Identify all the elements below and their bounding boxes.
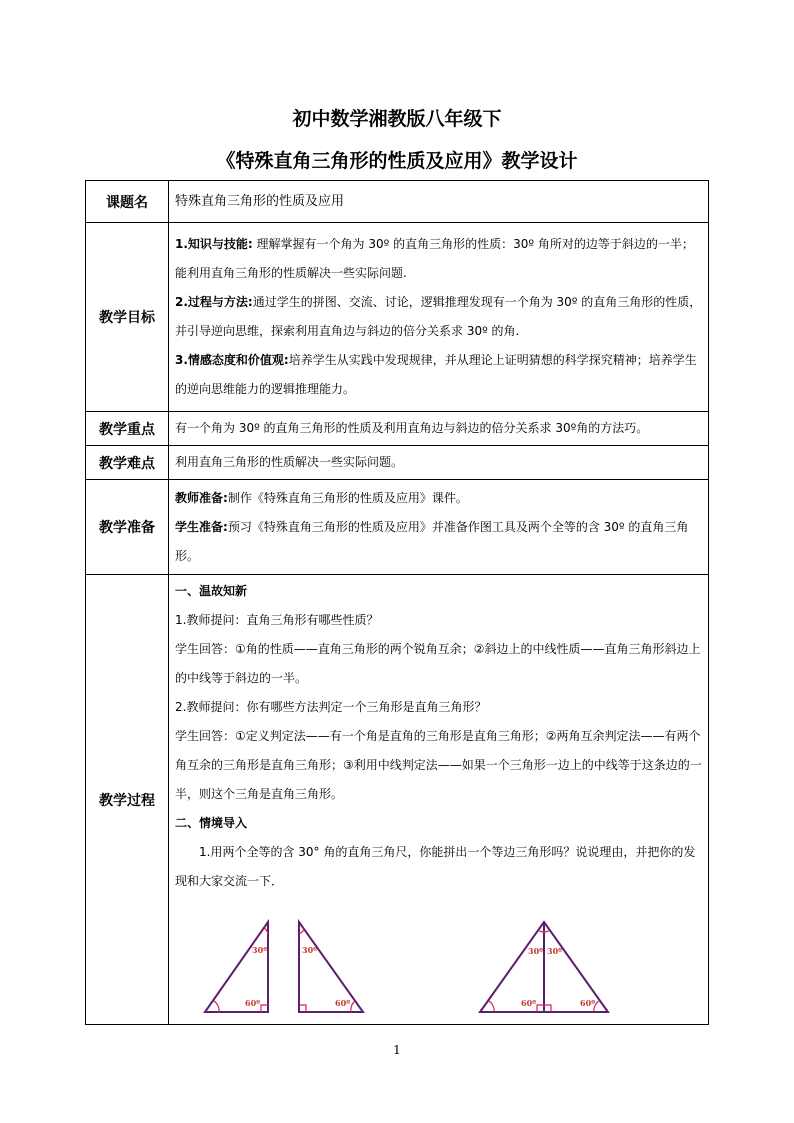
document-title-line2: 《特殊直角三角形的性质及应用》教学设计 [216,150,578,172]
row-label-goals: 教学目标 [86,223,169,412]
student-preparation-head: 学生准备: [175,519,228,534]
document-title-line1: 初中数学湘教版八年级下 [292,108,502,130]
page-number: 1 [393,1043,401,1057]
goal-knowledge [175,230,702,288]
goal-attitude-head: 3.情感态度和价值观: [175,353,289,367]
combined-angle-60-right-label: 60º [580,998,596,1008]
table-row-topic [86,181,709,223]
triangle-combined [480,922,608,1012]
lesson-plan-table [85,180,709,1025]
middle-angle-60-label: 60º [335,998,351,1008]
table-row-goals [86,223,709,412]
key-text: 有一个角为 30º 的直角三角形的性质及利用直角边与斜边的倍分关系求 30º角的方法巧。 [169,412,709,446]
task-1: 1.用两个全等的含 30° 角的直角三角尺，你能拼出一个等边三角形吗？说说理由，并把你的发现和大家交流一下． [175,845,696,888]
student-preparation [175,513,702,571]
goal-attitude-text: 培养学生从实践中发现规律，并从理论上证明猜想的科学探究精神；培养学生的逆向思维能力的逻辑推理能力。 [175,353,697,396]
triangle-middle [299,922,363,1012]
table-row-preparation [86,480,709,575]
triangle-left [205,922,268,1012]
goal-knowledge-head: 1.知识与技能: [175,237,253,251]
table-row-process [86,575,709,1025]
row-label-preparation: 教学准备 [86,480,169,575]
question-1: 1.教师提问：直角三角形有哪些性质？ [175,613,379,627]
goal-attitude [175,346,702,404]
student-preparation-text: 预习《特殊直角三角形的性质及应用》并准备作图工具及两个全等的含 30º 的直角三角形。 [175,519,689,563]
goals-content [169,223,709,412]
table-row-difficulty [86,446,709,480]
topic-text: 特殊直角三角形的性质及应用 [169,181,709,223]
teacher-preparation [175,484,702,513]
answer-2: 学生回答：①定义判定法——有一个角是直角的三角形是直角三角形；②两角互余判定法——有两个角互余的三角形是直角三角形；③利用中线判定法——如果一个三角形一边上的中线等于这条边的一半，则这个三角是直角三角形。 [175,729,702,801]
difficulty-text: 利用直角三角形的性质解决一些实际问题。 [169,446,709,480]
goal-process-text: 通过学生的拼图、交流、讨论，逻辑推理发现有一个角为 30º 的直角三角形的性质，并引导逆向思维，探索利用直角边与斜边的倍分关系求 30º 的角. [175,295,702,338]
teacher-preparation-head: 教师准备: [175,490,228,505]
row-label-difficulty: 教学难点 [86,446,169,480]
triangle-figures [175,896,702,1018]
combined-angle-60-left-label: 60º [521,998,537,1008]
teacher-preparation-text: 制作《特殊直角三角形的性质及应用》课件。 [227,490,468,505]
goal-knowledge-text: 理解掌握有一个角为 30º 的直角三角形的性质：30º 角所对的边等于斜边的一半；能利用直角三角形的性质解决一些实际问题. [175,237,694,280]
answer-1: 学生回答：①角的性质——直角三角形的两个锐角互余；②斜边上的中线性质——直角三角形斜边上的中线等于斜边的一半。 [175,642,701,685]
preparation-content [169,480,709,575]
goal-process-head: 2.过程与方法: [175,295,253,309]
triangle-figure-svg [175,896,775,1018]
combined-angle-30-right-label: 30º [547,946,563,956]
goal-process [175,288,702,346]
left-angle-60-label: 60º [245,998,261,1008]
left-angle-30-label: 30º [252,945,268,955]
section-intro-heading: 二、情境导入 [175,816,248,830]
combined-angle-30-left-label: 30º [528,946,544,956]
middle-angle-30-label: 30º [302,945,318,955]
table-row-key [86,412,709,446]
question-2: 2.教师提问：你有哪些方法判定一个三角形是直角三角形？ [175,700,487,714]
section-review-heading: 一、温故知新 [175,584,248,598]
row-label-key: 教学重点 [86,412,169,446]
row-label-topic: 课题名 [86,181,169,223]
process-content [169,575,709,1025]
row-label-process: 教学过程 [86,575,169,1025]
